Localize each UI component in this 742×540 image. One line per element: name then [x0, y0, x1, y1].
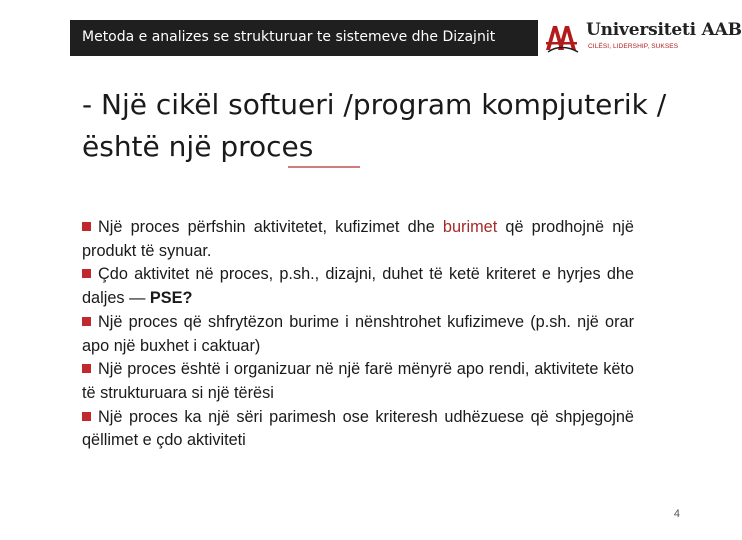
bullet-text: që prodhojnë një produkt të synuar. [82, 218, 634, 260]
bullet-item [82, 216, 634, 263]
bullet-item [82, 406, 634, 453]
title-underline [288, 166, 360, 168]
bullet-item [82, 263, 634, 310]
bullet-highlight: burimet [442, 218, 498, 236]
page-number: 4 [673, 508, 680, 520]
university-logo [540, 18, 742, 58]
slide-title: - Një cikël softueri /program kompjuterik / është një proces [82, 88, 667, 163]
aab-logo-icon [542, 22, 582, 54]
bullet-text: Një proces është i organizuar në një farë mënyrë apo rendi, aktivitete këto të strukturuara si një tërësi [82, 360, 634, 402]
header-bar [70, 20, 538, 56]
square-bullet-icon [82, 317, 91, 326]
bullet-list [82, 216, 634, 453]
square-bullet-icon [82, 269, 91, 278]
bullet-emphasis: PSE? [149, 289, 193, 308]
header-title: Metoda e analizes se strukturuar te sistemeve dhe Dizajnit [82, 29, 496, 45]
logo-tagline: CILËSI, LIDERSHIP, SUKSES [588, 43, 679, 50]
bullet-text: Çdo aktivitet në proces, p.sh., dizajni, duhet të ketë kriteret e hyrjes dhe daljes — [82, 265, 634, 308]
bullet-text: Një proces ka një sëri parimesh ose kriteresh udhëzuese që shpjegojnë qëllimet e çdo aktiviteti [82, 407, 634, 450]
bullet-item [82, 311, 634, 358]
square-bullet-icon [82, 364, 91, 373]
bullet-text: Një proces që shfrytëzon burime i nënshtrohet kufizimeve (p.sh. një orar apo një buxhet i caktuar) [82, 312, 634, 355]
bullet-item [82, 358, 634, 405]
logo-name: Universiteti AAB [586, 20, 742, 40]
square-bullet-icon [82, 222, 91, 231]
square-bullet-icon [82, 412, 91, 421]
bullet-text: Një proces përfshin aktivitetet, kufizimet dhe [98, 218, 443, 236]
